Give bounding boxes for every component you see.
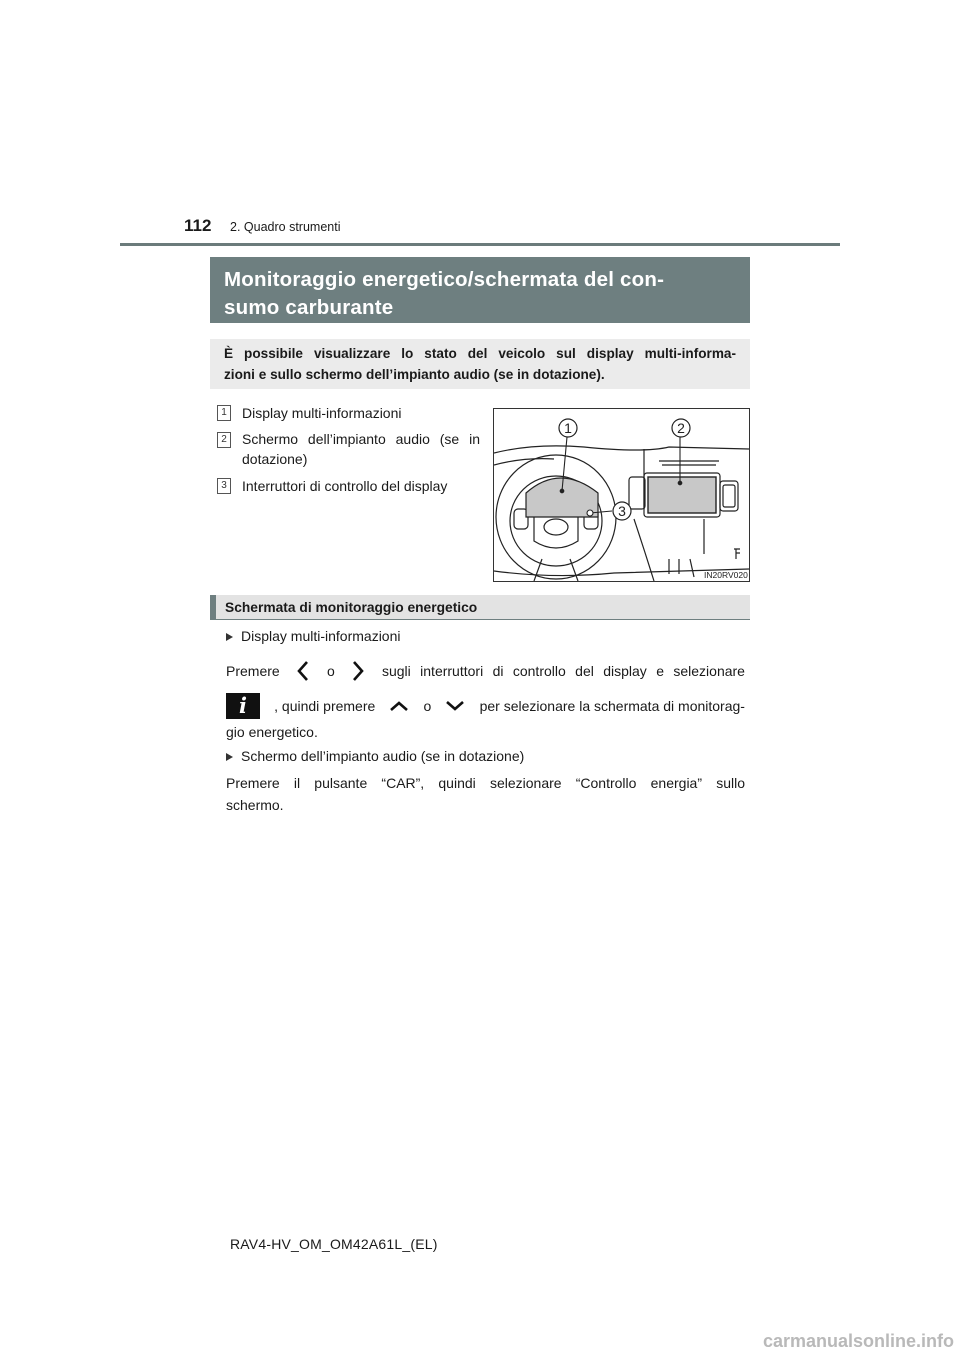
bullet-triangle-icon (226, 633, 233, 641)
page-number: 112 (184, 216, 212, 235)
watermark: carmanualsonline.info (762, 1331, 954, 1351)
chevron-left-icon (296, 660, 310, 682)
chapter-title: 2. Quadro strumenti (230, 220, 341, 234)
bullet-item-2-text: Schermo dell’impianto audio (se in dotazione) (241, 748, 525, 764)
paragraph-1-line-2 (226, 693, 745, 719)
chevron-up-icon (389, 700, 409, 712)
legend-number-2: 2 (217, 432, 231, 448)
header-rule (120, 243, 840, 246)
chevron-right-icon (351, 660, 365, 682)
legend-item-1 (242, 403, 480, 423)
intro-line-1: È possibile visualizzare lo stato del veicolo sul display multi-informa- (224, 346, 736, 361)
dashboard-illustration (493, 408, 750, 582)
callout-2: 2 (677, 420, 685, 436)
p1-text-d: , quindi premere (274, 698, 376, 714)
p1-text-a: Premere (226, 663, 280, 679)
bullet-item-1 (226, 626, 401, 646)
paragraph-1-line-1 (226, 660, 745, 682)
p1-text-g: gio energetico. (226, 724, 318, 740)
legend-item-3 (242, 476, 480, 496)
intro-line-2: zioni e sullo schermo dell’impianto audio (se in dotazione). (224, 366, 605, 382)
bullet-item-1-text: Display multi-informazioni (241, 628, 401, 644)
bullet-triangle-icon (226, 753, 233, 761)
intro-box (210, 339, 750, 389)
paragraph-2-line-2: schermo. (226, 797, 284, 813)
p1-text-b: o (326, 663, 335, 679)
section-title-box (210, 257, 750, 323)
illustration-code: IN20RV020 (704, 570, 748, 580)
legend-number-3: 3 (217, 478, 231, 494)
callout-3: 3 (618, 503, 626, 519)
p1-text-c: sugli interruttori di controllo del display e selezionare (381, 663, 745, 679)
legend-number-1: 1 (217, 405, 231, 421)
callout-1: 1 (564, 420, 572, 436)
legend-item-1-line-1: Display multi-informazioni (242, 405, 402, 421)
section-title-line-2: sumo carburante (224, 296, 394, 319)
legend-item-2-line-2: dotazione) (242, 451, 308, 467)
dashboard-drawing (494, 409, 749, 581)
legend-item-2-line-1: Schermo dell’impianto audio (se in (242, 431, 480, 447)
info-icon: i (226, 693, 260, 719)
chevron-down-icon (445, 700, 465, 712)
p1-text-e: o (423, 698, 432, 714)
subsection-heading: Schermata di monitoraggio energetico (210, 595, 750, 620)
p1-text-f: per selezionare la schermata di monitorag- (479, 698, 745, 714)
section-title-line-1: Monitoraggio energetico/schermata del con- (224, 268, 665, 291)
footer-code: RAV4-HV_OM_OM42A61L_(EL) (230, 1236, 438, 1252)
bullet-item-2 (226, 746, 524, 766)
legend-item-2 (242, 429, 480, 469)
legend-item-3-line-1: Interruttori di controllo del display (242, 478, 448, 494)
paragraph-2-line-1: Premere il pulsante “CAR”, quindi selezionare “Controllo energia” sullo (226, 775, 745, 791)
